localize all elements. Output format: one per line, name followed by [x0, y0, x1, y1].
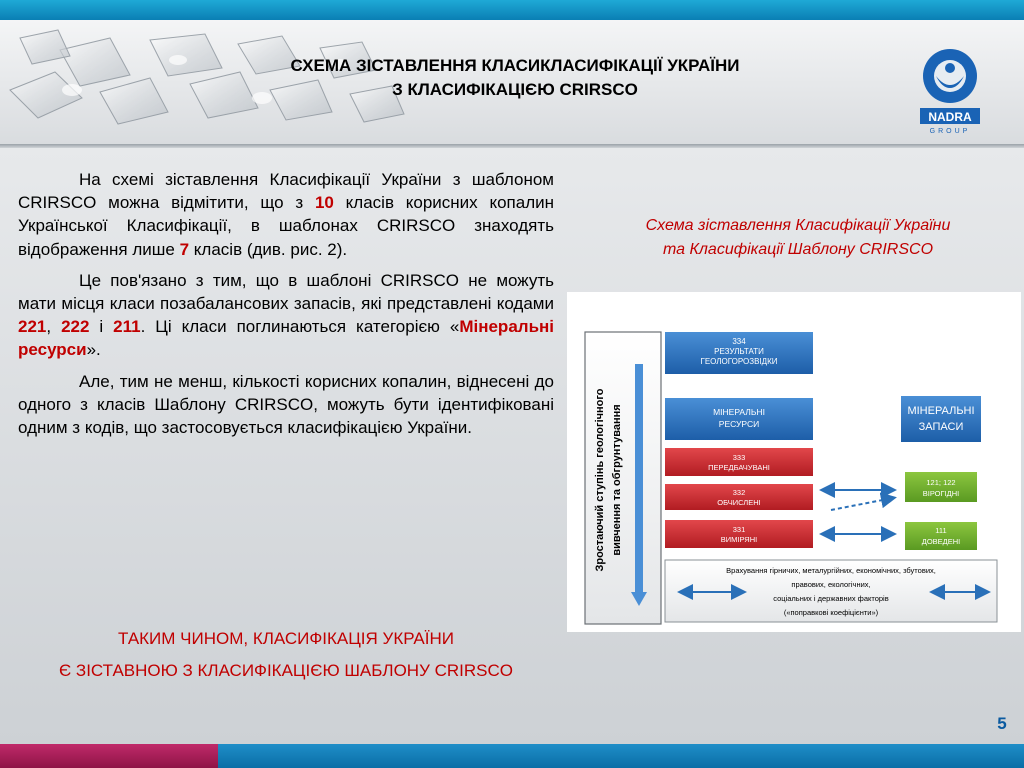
logo-subtext: GROUP [929, 128, 971, 135]
p2-code-221: 221 [18, 317, 47, 337]
box-333-label: ПЕРЕДБАЧУВАНІ [708, 463, 770, 472]
box-333-code: 333 [732, 453, 746, 462]
dashed-arrow-to-121 [831, 498, 893, 510]
factors-line-3: соціальних і державних факторів [773, 594, 889, 603]
box-121-122-label: ВІРОГІДНІ [922, 489, 960, 498]
paragraph-2 [18, 269, 554, 362]
classification-diagram [567, 292, 1021, 632]
vertical-label-line-1: Зростаючий ступінь геологічного [594, 388, 606, 572]
vertical-label-line-2: вивчення та обгрунтування [611, 404, 623, 556]
box-111-label: ДОВЕДЕНІ [921, 537, 961, 546]
box-334-line-2: ГЕОЛОГОРОЗВІДКИ [700, 357, 778, 366]
p1-text-a: На схемі зіставлення Класифікації України з шаблоном CRIRSCO можна відмітити, що з [18, 170, 554, 213]
factors-line-2: правових, екологічних, [791, 580, 871, 589]
p2-code-222: 222 [61, 317, 90, 337]
logo-text: NADRA [928, 110, 972, 124]
box-111-code: 111 [935, 526, 947, 535]
conclusion-line-2: Є ЗІСТАВНОЮ З КЛАСИФІКАЦІЄЮ ШАБЛОНУ CRIRSCO [58, 661, 513, 680]
box-121-122-code: 121; 122 [926, 478, 956, 487]
mineral-resources-line-1: МІНЕРАЛЬНІ [713, 407, 765, 417]
mineral-resources-line-2: РЕСУРСИ [718, 419, 760, 429]
p2-text-b: . Ці класи поглинаються категорією « [140, 317, 460, 337]
slide-header [0, 20, 1024, 144]
p1-number-7: 7 [179, 239, 190, 259]
p1-text-c: класів (див. рис. 2). [189, 239, 348, 259]
p2-code-211: 211 [113, 317, 141, 337]
paragraph-3: Але, тим не менш, кількості корисних копалин, віднесені до одного з класів Шаблону CRIRSCO, можуть бути ідентифіковані одним з кодів, що застосовується класифікацією України. [18, 371, 554, 438]
mineral-reserves-line-1: МІНЕРАЛЬНІ [907, 405, 975, 417]
paragraph-1 [18, 168, 554, 261]
body-text [18, 168, 554, 447]
p1-number-10: 10 [314, 193, 334, 213]
mineral-reserves-line-2: ЗАПАСИ [918, 421, 964, 433]
box-334-line-1: РЕЗУЛЬТАТИ [714, 347, 764, 356]
p2-and: і [89, 317, 114, 337]
top-accent-bar [0, 0, 1024, 20]
caption-line-1: Схема зіставлення Класифікації України [645, 217, 951, 234]
page-number: 5 [997, 714, 1007, 733]
p1-text-b: класів корисних копалин Української Класифікації, в шаблонах CRIRSCO знаходять відображення лише [18, 193, 554, 259]
box-332-code: 332 [732, 488, 746, 497]
box-mineral-reserves [901, 396, 981, 442]
box-331-label: ВИМІРЯНІ [720, 535, 758, 544]
p2-category: Мінеральні ресурси [18, 317, 555, 360]
title-line-1: СХЕМА ЗІСТАВЛЕННЯ КЛАСИКЛАСИФІКАЦІЇ УКРАЇНИ [290, 56, 740, 75]
p2-text-a: Це пов'язано з тим, що в шаблоні CRIRSCO не можуть мати місця класи позабалансових запасів, які представлені кодами [18, 270, 554, 314]
conclusion-line-1: ТАКИМ ЧИНОМ, КЛАСИФІКАЦІЯ УКРАЇНИ [118, 629, 454, 648]
p2-separator: , [46, 317, 62, 337]
bottom-accent-bar-left [0, 744, 218, 768]
slide-title [190, 54, 840, 102]
box-332-label: ОБЧИСЛЕНІ [717, 498, 761, 507]
box-334-code: 334 [732, 337, 746, 346]
caption-line-2: та Класифікації Шаблону CRIRSCO [662, 241, 934, 258]
title-line-2: З КЛАСИФІКАЦІЄЮ CRIRSCO [392, 80, 638, 99]
conclusion-text [18, 628, 554, 692]
factors-line-1: Врахування гірничих, металургійних, економічних, збутових, [726, 566, 936, 575]
box-331-code: 331 [732, 525, 746, 534]
factors-line-4: («поправкові коефіцієнти») [783, 608, 879, 617]
diagram-caption [588, 214, 1008, 262]
nadra-group-logo [918, 46, 982, 136]
p2-text-end: ». [86, 340, 101, 360]
